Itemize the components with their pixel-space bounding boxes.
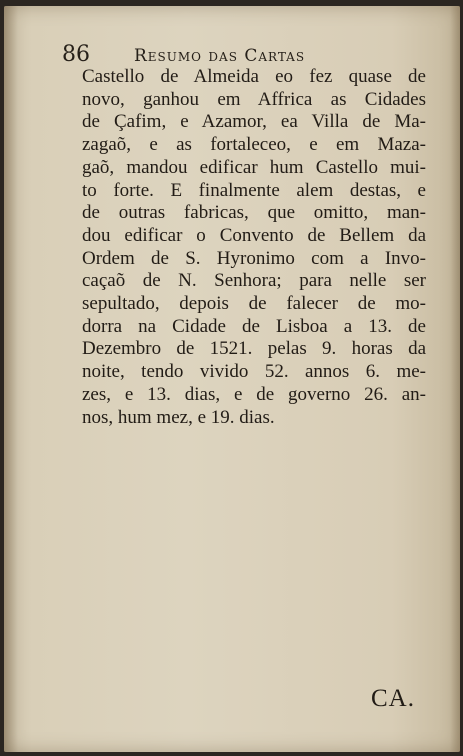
text-line: Ordem de S. Hyronimo com a Invo-	[82, 247, 426, 269]
text-line: Castello de Almeida eo fez quase de	[82, 66, 426, 87]
text-line: zes, e 13. dias, e de governo 26. an-	[82, 383, 426, 405]
text-line: caçaõ de N. Senhora; para nelle ser	[82, 270, 426, 292]
text-line: dorra na Cidade de Lisboa a 13. de	[82, 315, 426, 337]
page-edge-shadow	[450, 6, 460, 752]
catchword: CA.	[371, 685, 415, 712]
book-page	[4, 6, 460, 752]
text-line: dou edificar o Convento de Bellem da	[82, 224, 426, 246]
text-line: de Çafim, e Azamor, ea Villa de Ma-	[82, 111, 426, 133]
text-line: zagaõ, e as fortaleceo, e em Maza-	[82, 134, 426, 156]
gutter-shadow	[4, 6, 18, 752]
text-line: sepultado, depois de falecer de mo-	[82, 293, 426, 315]
text-line: de outras fabricas, que omitto, man-	[82, 202, 426, 224]
text-line-last: nos, hum mez, e 19. dias.	[82, 406, 275, 428]
body-text	[82, 66, 426, 429]
text-line: Dezembro de 1521. pelas 9. horas da	[82, 338, 426, 360]
running-head: Resumo das Cartas	[134, 46, 306, 66]
page-number: 86	[62, 42, 90, 67]
text-line: noite, tendo vivido 52. annos 6. me-	[82, 361, 426, 383]
text-line: to forte. E finalmente alem destas, e	[82, 179, 426, 201]
text-line: novo, ganhou em Affrica as Cidades	[82, 88, 426, 110]
text-line: gaõ, mandou edificar hum Castello mui-	[82, 156, 426, 178]
